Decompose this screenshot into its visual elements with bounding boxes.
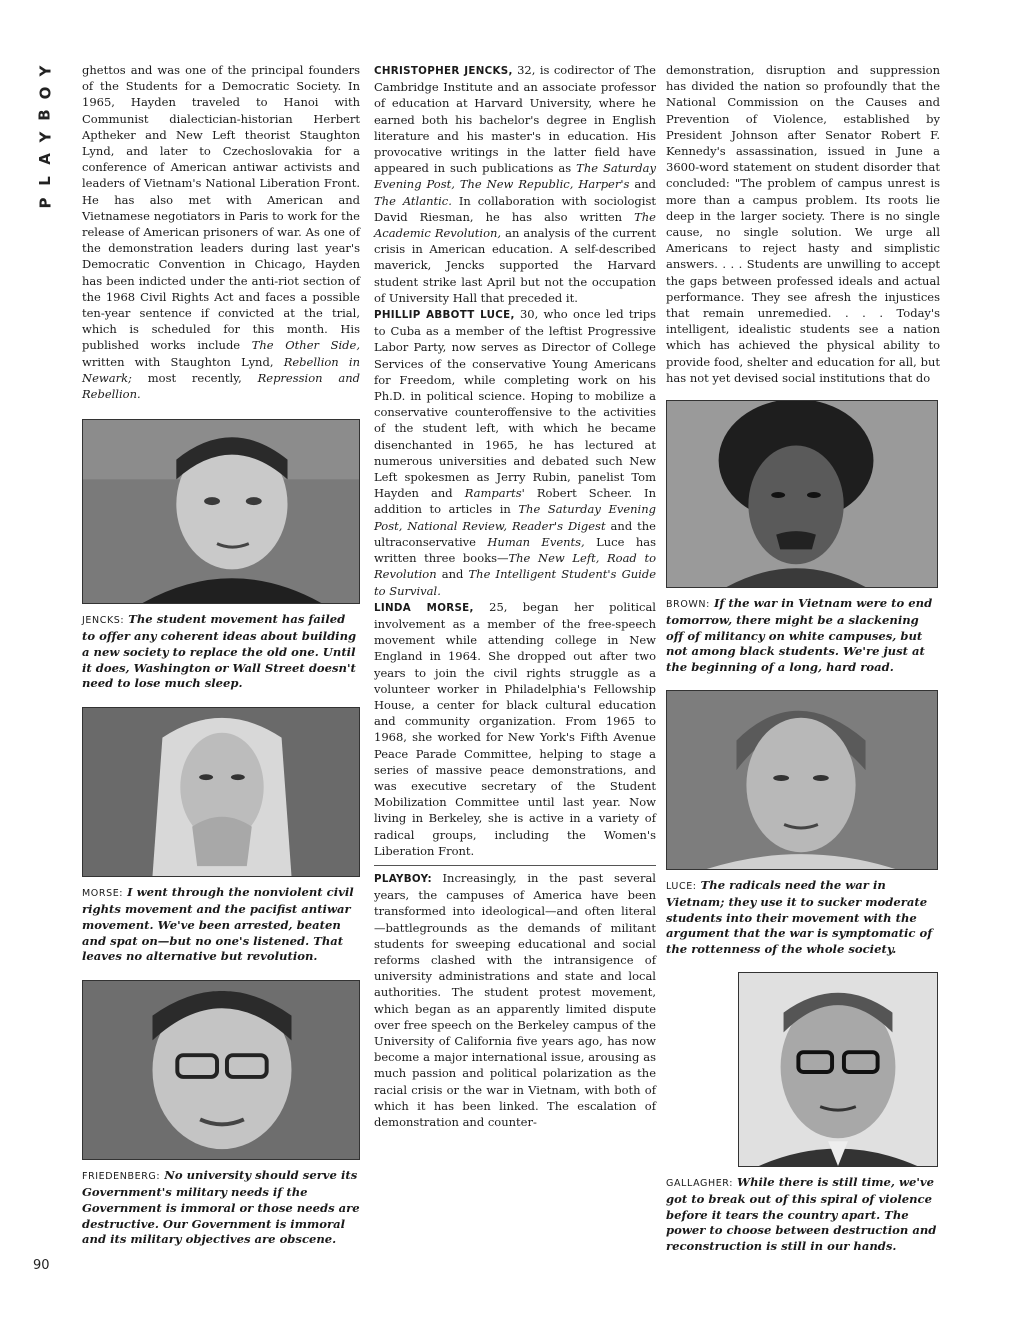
bio-text: an analysis of the current crisis in American education. A self-described maverick, Jencks supported the Harvard student strike last April but not the occupation of University Hall that preceded it. bbox=[374, 226, 656, 305]
bio-text: and bbox=[436, 567, 469, 582]
jencks-caption bbox=[82, 612, 360, 692]
bio-text: most recently, bbox=[131, 370, 258, 385]
bio-text: 32, is codirector of The Cambridge Institute and an associate professor of education at Harvard University, where he earned both his bachelor's degree in English literature and his master's in education. His provocative writings in the latter field have appeared in such publications as bbox=[374, 63, 656, 176]
book-title: The Academic Revolution, bbox=[374, 209, 656, 241]
luce-photo bbox=[666, 690, 938, 870]
caption-speaker: JENCKS: bbox=[82, 615, 125, 627]
bio-text: 25, began her political involvement as a member of the free-speech movement while attending college in New England in 1964. She dropped out after two years to join the civil rights struggle as a volunteer worker in Philadelphia's Fellowship House, a center for black cultural education and community organization. From 1965 to 1968, she worked for New York's Fifth Avenue Peace Parade Committee, helping to stage a series of massive peace demonstrations, and was executive secretary of the Student Mobilization Committee until last year. Now living in Berkeley, she is active in a variety of radical groups, including the Women's Liberation Front. bbox=[374, 599, 656, 858]
book-title: Rebellion in Newark; bbox=[82, 354, 360, 385]
morse-bio bbox=[374, 599, 656, 859]
caption-speaker: MORSE: bbox=[82, 888, 124, 900]
bio-text: ghettos and was one of the principal founders of the Students for a Democratic Society. In 1965, Hayden traveled to Hanoi with Communist dialectician-historian Herbert Aptheker and New Left theorist Staughton Lynd, and later to Czechoslovakia for a conference of American antiwar activists and leaders of Vietnam's National Liberation Front. He has also met with American and Vietnamese negotiators in Paris to work for the release of American prisoners of war. As one of the demonstration leaders during last year's Democratic Convention in Chicago, Hayden has been indicted under the anti-riot section of the 1968 Civil Rights Act and faces a possible ten-year sentence if convicted at the trial, which is scheduled for this month. His published works include bbox=[82, 63, 360, 353]
brand-letter: O bbox=[35, 86, 54, 100]
playboy-vertical-logo bbox=[30, 60, 60, 214]
question-text: Increasingly, in the past several years, the campuses of America have been transformed into ideological—and often literal—battlegrounds as the demands of militant students for sweeping educational and social reforms clashed with the intransigence of university administrations and state and local authorities. The student protest movement, which began as an apparently limited dispute over free speech on the Berkeley campus of the University of California five years ago, has now become a major international issue, arousing as much passion and political polarization as the racial crisis or the war in Vietnam, with both of which it has been linked. The escalation of demonstration and counter- bbox=[374, 870, 656, 1129]
bio-text: and the ultraconservative bbox=[374, 518, 656, 549]
book-title: The Intelligent Student's Guide to Survival. bbox=[374, 567, 657, 598]
book-title: The Other Side, bbox=[251, 338, 360, 353]
panelist-name: CHRISTOPHER JENCKS, bbox=[374, 65, 513, 77]
column-left bbox=[82, 62, 360, 1248]
brand-letter: P bbox=[36, 197, 54, 209]
brand-letter: B bbox=[36, 109, 54, 121]
column-right bbox=[666, 62, 940, 1255]
page-number: 90 bbox=[33, 1258, 50, 1273]
hayden-bio-continued bbox=[82, 62, 360, 402]
book-title: Repression and Rebellion. bbox=[82, 370, 360, 402]
column-middle bbox=[374, 62, 656, 1130]
gallagher-caption bbox=[666, 1175, 940, 1255]
luce-bio bbox=[374, 306, 656, 599]
caption-quote: While there is still time, we've got to break out of this spiral of violence before it tears the country apart. The power to choose between destruction and reconstruction is still in our hands. bbox=[666, 1175, 937, 1254]
panelist-name: LINDA MORSE, bbox=[374, 601, 474, 614]
bio-text: Robert Scheer. In addition to articles in bbox=[374, 486, 656, 517]
brand-letter: Y bbox=[36, 131, 54, 143]
morse-caption bbox=[82, 885, 360, 965]
panelist-name: PHILLIP ABBOTT LUCE, bbox=[374, 309, 515, 322]
brand-letter: L bbox=[36, 176, 54, 186]
publication-titles: The Saturday Evening Post, National Review, Reader's Digest bbox=[374, 502, 656, 533]
brown-caption bbox=[666, 596, 940, 676]
morse-photo bbox=[82, 707, 360, 877]
caption-speaker: BROWN: bbox=[666, 599, 710, 611]
publication-title: Ramparts' bbox=[464, 486, 525, 501]
friedenberg-photo bbox=[82, 980, 360, 1160]
bio-text: and bbox=[629, 177, 657, 192]
section-divider bbox=[374, 865, 656, 866]
caption-quote: The student movement has failed to offer any coherent ideas about building a new society to replace the old one. Until it does, Washington or Wall Street doesn't need to lose much sleep. bbox=[82, 612, 357, 691]
caption-speaker: GALLAGHER: bbox=[666, 1178, 734, 1190]
book-titles: The New Left, Road to Revolution bbox=[374, 551, 656, 582]
bio-text: written with Staughton Lynd, bbox=[82, 354, 284, 369]
jencks-photo bbox=[82, 419, 360, 604]
caption-quote: If the war in Vietnam were to end tomorrow, there might be a slackening off of militancy on white campuses, but not among black students. We're just at the beginning of a long, hard road. bbox=[666, 596, 933, 675]
gallagher-photo bbox=[738, 972, 938, 1167]
brand-letter: Y bbox=[36, 65, 54, 77]
caption-quote: No university should serve its Government's military needs if the Government is immoral or those needs are destructive. Our Government is immoral and its military objectives are obscene. bbox=[82, 1168, 360, 1247]
friedenberg-caption bbox=[82, 1168, 360, 1248]
caption-speaker: LUCE: bbox=[666, 881, 697, 893]
commission-quote: demonstration, disruption and suppression has divided the nation so profoundly that the National Commission on the Causes and Prevention of Violence, established by President Johnson after Senator Robert F. Kennedy's assassination, issued in June a 3600-word statement on student disorder that concluded: "The problem of campus unrest is more than a campus problem. Its roots lie deep in the larger society. There is no single cause, no single solution. We urge all Americans to reject hasty and simplistic answers. . . . Students are unwilling to accept the gaps between professed ideals and actual performance. They see afresh the injustices that remain unremedied. . . . Today's intelligent, idealistic students see a nation which has achieved the physical ability to provide food, shelter and education for all, but has not yet devised social institutions that do bbox=[666, 63, 940, 385]
publication-titles: The Saturday Evening Post, The New Republic, Harper's bbox=[374, 161, 656, 192]
jencks-bio bbox=[374, 62, 656, 306]
brand-letter: A bbox=[35, 153, 54, 165]
caption-quote: The radicals need the war in Vietnam; they use it to sucker moderate students into their movement with the argument that the war is symptomatic of the rottenness of the whole society. bbox=[666, 878, 933, 957]
caption-speaker: FRIEDENBERG: bbox=[82, 1171, 161, 1183]
interviewer-label: PLAYBOY: bbox=[374, 872, 432, 885]
bio-text: Luce has written three books— bbox=[374, 534, 656, 566]
playboy-question bbox=[374, 870, 656, 1130]
publication-title: The Atlantic. bbox=[374, 193, 452, 208]
caption-quote: I went through the nonviolent civil rights movement and the pacifist antiwar movement. We've been arrested, beaten and spat on—but no one's listened. That leaves no alternative but revolution. bbox=[82, 885, 354, 964]
luce-caption bbox=[666, 878, 940, 958]
bio-text: 30, who once led trips to Cuba as a member of the leftist Progressive Labor Party, now serves as Director of College Services of the conservative Young Americans for Freedom, while completing work on his Ph.D. in political science. Hoping to mobilize a conservative counteroffensive to the activities of the student left, with which he became disenchanted in 1965, he has lectured at numerous universities and debated such New Left spokesmen as Jerry Rubin, panelist Tom Hayden and bbox=[374, 307, 656, 501]
publication-title: Human Events, bbox=[487, 534, 585, 549]
brown-photo bbox=[666, 400, 938, 588]
bio-text: In collaboration with sociologist David Riesman, he has also written bbox=[374, 193, 656, 224]
